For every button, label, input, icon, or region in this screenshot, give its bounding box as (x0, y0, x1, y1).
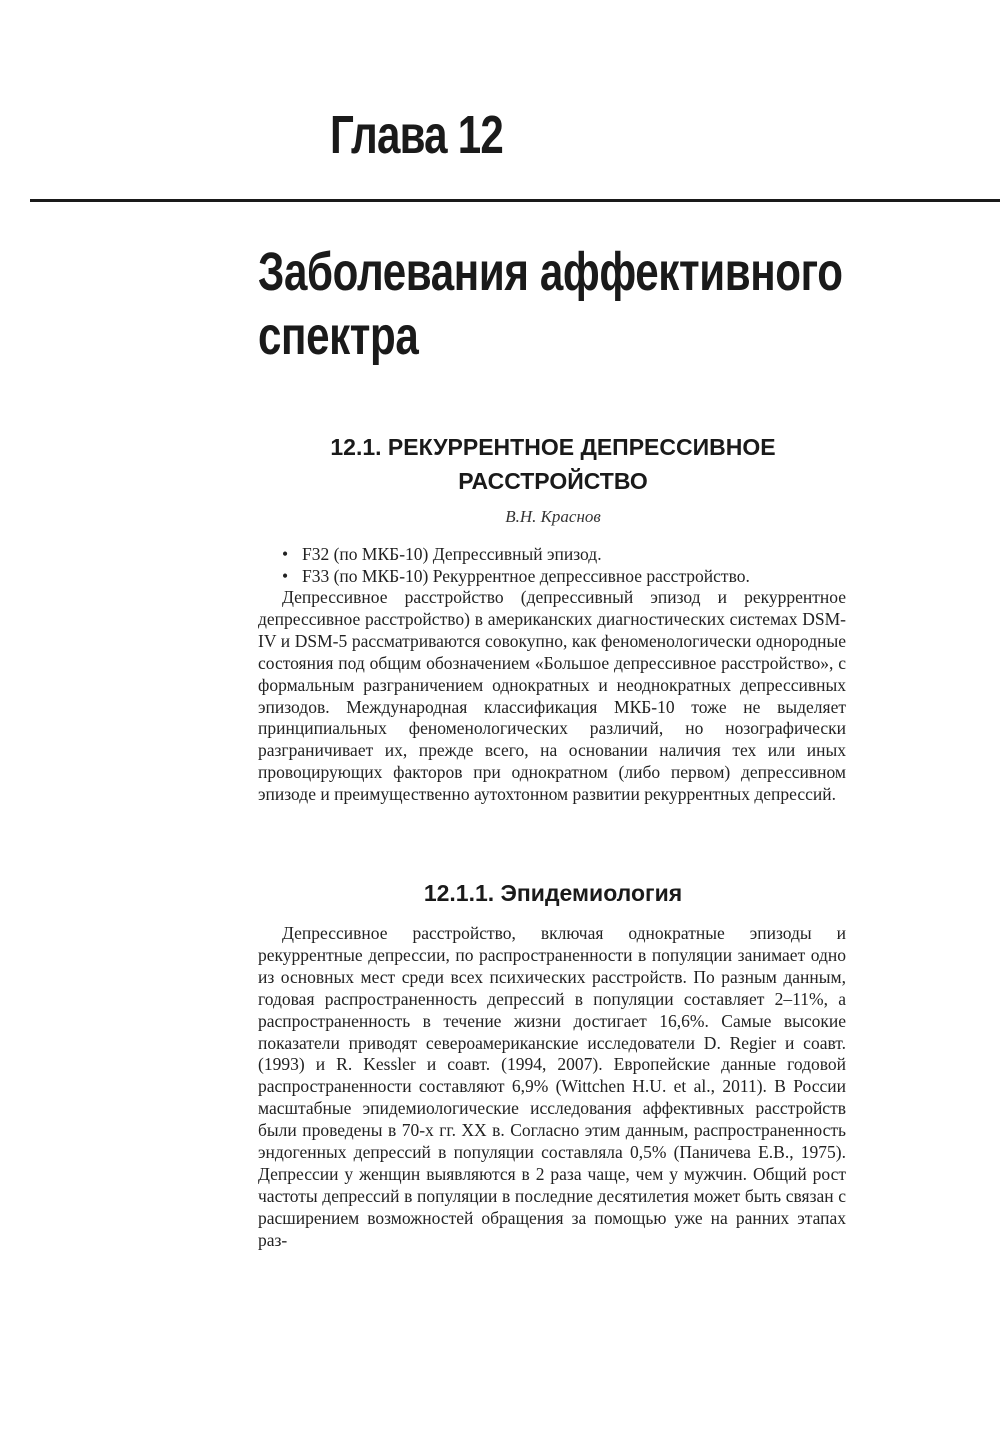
section-author: В.Н. Краснов (505, 507, 601, 526)
list-item: • F33 (по МКБ-10) Рекуррентное депрессивное расстройство. (282, 565, 852, 587)
section-heading-line-1: 12.1. РЕКУРРЕНТНОЕ ДЕПРЕССИВНОЕ (330, 434, 776, 460)
chapter-title-line-1: Заболевания аффективного (258, 242, 843, 302)
chapter-divider (30, 199, 1000, 202)
icd-code-list (282, 543, 852, 587)
chapter-label: Глава 12 (330, 105, 504, 165)
subsection-heading: 12.1.1. Эпидемиология (423, 880, 683, 906)
body-paragraph: Депрессивное расстройство, включая однократные эпизоды и рекуррентные депрессии, по распространенности в популяции занимает одно из основных мест среди всех психических расстройств. По разным данным, годовая распространенность депрессий в популяции составляет 2–11%, а распространенность в течение жизни достигает 16,6%. Самые высокие показатели приводят североамериканские исследователи D. Regier и соавт. (1993) и R. Kessler и соавт. (1994, 2007). Европейские данные годовой распространенности составляют 6,9% (Wittchen H.U. et al., 2011). В России масштабные эпидемиологические исследования аффективных расстройств были проведены в 70-х гг. XX в. Согласно этим данным, распространенность эндогенных депрессий в популяции составляла 0,5% (Паничева Е.В., 1975). Депрессии у женщин выявляются в 2 раза чаще, чем у мужчин. Общий рост частоты депрессий в популяции в последние десятилетия может быть связан с расширением возможностей обращения за помощью уже на ранних этапах раз- (258, 923, 846, 1250)
body-paragraph: Депрессивное расстройство (депрессивный эпизод и рекуррентное депрессивное расстройство) в американских диагностических системах DSM-IV и DSM-5 рассматриваются совокупно, как феноменологически однородные состояния под общим обозначением «Большое депрессивное расстройство», с формальным разграничением однократных и неоднократных депрессивных эпизодов. Международная классификация МКБ-10 тоже не выделяет принципиальных феноменологических различий, но нозографически разграничивает их, прежде всего, на основании наличия тех или иных провоцирующих факторов при однократном (либо первом) депрессивном эпизоде и преимущественно аутохтонном развитии рекуррентных депрессий. (258, 587, 846, 805)
list-item: • F32 (по МКБ-10) Депрессивный эпизод. (282, 543, 852, 565)
section-heading-line-2: РАССТРОЙСТВО (458, 468, 648, 494)
chapter-title (258, 240, 882, 368)
chapter-title-line-2: спектра (258, 306, 419, 366)
section-heading (258, 430, 848, 498)
